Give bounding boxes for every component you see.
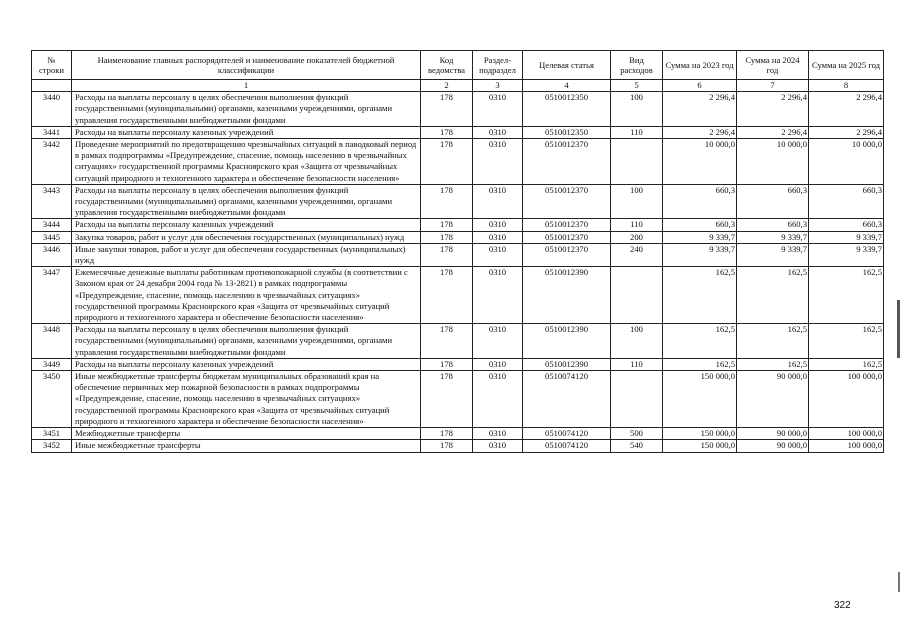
row-sum-2025: 660,3: [809, 184, 884, 219]
row-section: 0310: [473, 371, 523, 428]
header-sum-2025: Сумма на 2025 год: [809, 51, 884, 80]
row-sum-2025: 10 000,0: [809, 139, 884, 185]
row-sum-2024: 660,3: [737, 184, 809, 219]
header-row-no: № строки: [32, 51, 72, 80]
row-name: Расходы на выплаты персоналу в целях обеспечения выполнения функций государственными (муниципальными) органами, казенными учреждениями, органами управления государственными внебюджетными фондами: [72, 324, 421, 359]
row-section: 0310: [473, 243, 523, 266]
row-sum-2025: 660,3: [809, 219, 884, 231]
row-exp-type: 500: [611, 428, 663, 440]
row-name: Проведение мероприятий по предотвращению чрезвычайных ситуаций в паводковый период в рамках подпрограммы «Предупреждение, спасение, помощь населению в чрезвычайных ситуациях» государственной программы Красноярского края «Защита от чрезвычайных ситуаций природного и техногенного характера и обеспечение безопасности населения»: [72, 139, 421, 185]
row-exp-type: 100: [611, 324, 663, 359]
row-sum-2023: 9 339,7: [663, 231, 737, 243]
row-section: 0310: [473, 126, 523, 138]
header-exp-type: Вид расходов: [611, 51, 663, 80]
row-exp-type: 100: [611, 184, 663, 219]
row-sum-2025: 162,5: [809, 324, 884, 359]
row-sum-2024: 660,3: [737, 219, 809, 231]
row-exp-type: [611, 139, 663, 185]
row-sum-2024: 162,5: [737, 358, 809, 370]
row-sum-2024: 90 000,0: [737, 371, 809, 428]
table-row: [32, 243, 884, 266]
row-dept: 178: [421, 92, 473, 127]
page-number: 322: [834, 600, 851, 611]
row-sum-2024: 2 296,4: [737, 126, 809, 138]
row-sum-2025: 162,5: [809, 358, 884, 370]
row-name: Расходы на выплаты персоналу в целях обеспечения выполнения функций государственными (муниципальными) органами, казенными учреждениями, органами управления государственными внебюджетными фондами: [72, 92, 421, 127]
row-section: 0310: [473, 358, 523, 370]
row-target: 0510012350: [523, 126, 611, 138]
row-target: 0510012350: [523, 92, 611, 127]
row-dept: 178: [421, 440, 473, 452]
row-sum-2025: 100 000,0: [809, 371, 884, 428]
row-sum-2024: 10 000,0: [737, 139, 809, 185]
row-name: Закупка товаров, работ и услуг для обеспечения государственных (муниципальных) нужд: [72, 231, 421, 243]
row-exp-type: [611, 267, 663, 324]
row-sum-2024: 162,5: [737, 324, 809, 359]
row-sum-2024: 9 339,7: [737, 231, 809, 243]
row-sum-2024: 162,5: [737, 267, 809, 324]
row-sum-2025: 2 296,4: [809, 126, 884, 138]
scan-artifact: [898, 572, 900, 592]
row-sum-2025: 9 339,7: [809, 243, 884, 266]
row-number: 3444: [32, 219, 72, 231]
row-section: 0310: [473, 184, 523, 219]
row-target: 0510012390: [523, 267, 611, 324]
row-number: 3441: [32, 126, 72, 138]
table-row: [32, 440, 884, 452]
row-sum-2023: 162,5: [663, 358, 737, 370]
row-exp-type: 200: [611, 231, 663, 243]
row-target: 0510074120: [523, 428, 611, 440]
table-row: [32, 267, 884, 324]
row-target: 0510012370: [523, 139, 611, 185]
row-dept: 178: [421, 139, 473, 185]
column-number: 4: [523, 80, 611, 92]
table-row: [32, 428, 884, 440]
row-exp-type: 110: [611, 126, 663, 138]
row-sum-2023: 660,3: [663, 184, 737, 219]
header-sum-2024: Сумма на 2024 год: [737, 51, 809, 80]
row-number: 3449: [32, 358, 72, 370]
row-dept: 178: [421, 231, 473, 243]
row-number: 3447: [32, 267, 72, 324]
row-number: 3442: [32, 139, 72, 185]
table-row: [32, 219, 884, 231]
row-dept: 178: [421, 184, 473, 219]
budget-table: [31, 50, 884, 453]
table-row: [32, 92, 884, 127]
row-exp-type: 100: [611, 92, 663, 127]
column-number: 8: [809, 80, 884, 92]
row-dept: 178: [421, 371, 473, 428]
row-exp-type: 240: [611, 243, 663, 266]
row-dept: 178: [421, 267, 473, 324]
row-target: 0510012370: [523, 243, 611, 266]
row-sum-2023: 2 296,4: [663, 126, 737, 138]
table-row: [32, 371, 884, 428]
row-sum-2023: 150 000,0: [663, 371, 737, 428]
row-name: Иные закупки товаров, работ и услуг для обеспечения государственных (муниципальных) нужд: [72, 243, 421, 266]
row-sum-2024: 90 000,0: [737, 428, 809, 440]
table-row: [32, 231, 884, 243]
row-section: 0310: [473, 428, 523, 440]
row-section: 0310: [473, 267, 523, 324]
column-number: 1: [72, 80, 421, 92]
column-number: 7: [737, 80, 809, 92]
row-sum-2023: 162,5: [663, 324, 737, 359]
row-number: 3448: [32, 324, 72, 359]
row-dept: 178: [421, 428, 473, 440]
row-sum-2025: 100 000,0: [809, 428, 884, 440]
row-name: Иные межбюджетные трансферты бюджетам муниципальных образований края на обеспечение первичных мер пожарной безопасности в рамках подпрограммы «Предупреждение, спасение, помощь населению в чрезвычайных ситуациях» государственной программы Красноярского края «Защита от чрезвычайных ситуаций природного и техногенного характера и обеспечение безопасности населения»: [72, 371, 421, 428]
row-dept: 178: [421, 243, 473, 266]
row-number: 3446: [32, 243, 72, 266]
row-section: 0310: [473, 440, 523, 452]
row-name: Межбюджетные трансферты: [72, 428, 421, 440]
row-sum-2024: 2 296,4: [737, 92, 809, 127]
row-exp-type: 540: [611, 440, 663, 452]
header-section: Раздел-подраздел: [473, 51, 523, 80]
row-section: 0310: [473, 219, 523, 231]
row-target: 0510012370: [523, 231, 611, 243]
column-number: 2: [421, 80, 473, 92]
row-target: 0510012370: [523, 219, 611, 231]
row-dept: 178: [421, 324, 473, 359]
row-sum-2023: 150 000,0: [663, 428, 737, 440]
row-sum-2024: 9 339,7: [737, 243, 809, 266]
table-row: [32, 358, 884, 370]
row-section: 0310: [473, 92, 523, 127]
row-dept: 178: [421, 358, 473, 370]
row-sum-2023: 150 000,0: [663, 440, 737, 452]
row-sum-2023: 10 000,0: [663, 139, 737, 185]
row-number: 3440: [32, 92, 72, 127]
row-sum-2023: 2 296,4: [663, 92, 737, 127]
row-sum-2025: 2 296,4: [809, 92, 884, 127]
row-name: Расходы на выплаты персоналу в целях обеспечения выполнения функций государственными (муниципальными) органами, казенными учреждениями, органами управления государственными внебюджетными фондами: [72, 184, 421, 219]
row-name: Иные межбюджетные трансферты: [72, 440, 421, 452]
row-target: 0510012370: [523, 184, 611, 219]
table-row: [32, 184, 884, 219]
row-section: 0310: [473, 324, 523, 359]
column-number-row: [32, 80, 884, 92]
row-target: 0510074120: [523, 371, 611, 428]
column-number: 6: [663, 80, 737, 92]
row-number: 3450: [32, 371, 72, 428]
header-target: Целевая статья: [523, 51, 611, 80]
row-exp-type: [611, 371, 663, 428]
row-dept: 178: [421, 126, 473, 138]
row-target: 0510012390: [523, 358, 611, 370]
row-name: Ежемесячные денежные выплаты работникам противопожарной службы (в соответствии с Законом края от 24 декабря 2004 года № 13-2821) в рамках подпрограммы «Предупреждение, спасение, помощь населению в чрезвычайных ситуациях» государственной программы Красноярского края «Защита от чрезвычайных ситуаций природного и техногенного характера и обеспечение безопасности населения»: [72, 267, 421, 324]
header-row: [32, 51, 884, 80]
table-row: [32, 139, 884, 185]
row-number: 3451: [32, 428, 72, 440]
row-name: Расходы на выплаты персоналу казенных учреждений: [72, 358, 421, 370]
row-exp-type: 110: [611, 219, 663, 231]
table-row: [32, 324, 884, 359]
row-section: 0310: [473, 139, 523, 185]
row-sum-2023: 9 339,7: [663, 243, 737, 266]
row-number: 3452: [32, 440, 72, 452]
column-number: 3: [473, 80, 523, 92]
row-sum-2023: 162,5: [663, 267, 737, 324]
column-number: 5: [611, 80, 663, 92]
header-sum-2023: Сумма на 2023 год: [663, 51, 737, 80]
row-number: 3443: [32, 184, 72, 219]
row-sum-2024: 90 000,0: [737, 440, 809, 452]
header-name: Наименование главных распорядителей и наименование показателей бюджетной классификации: [72, 51, 421, 80]
table-row: [32, 126, 884, 138]
row-name: Расходы на выплаты персоналу казенных учреждений: [72, 219, 421, 231]
header-dept: Код ведомства: [421, 51, 473, 80]
row-target: 0510012390: [523, 324, 611, 359]
row-sum-2023: 660,3: [663, 219, 737, 231]
row-name: Расходы на выплаты персоналу казенных учреждений: [72, 126, 421, 138]
column-number: [32, 80, 72, 92]
row-dept: 178: [421, 219, 473, 231]
row-exp-type: 110: [611, 358, 663, 370]
row-sum-2025: 162,5: [809, 267, 884, 324]
row-sum-2025: 100 000,0: [809, 440, 884, 452]
table-body: [32, 92, 884, 452]
scan-artifact: [897, 300, 900, 358]
row-section: 0310: [473, 231, 523, 243]
row-number: 3445: [32, 231, 72, 243]
row-target: 0510074120: [523, 440, 611, 452]
row-sum-2025: 9 339,7: [809, 231, 884, 243]
